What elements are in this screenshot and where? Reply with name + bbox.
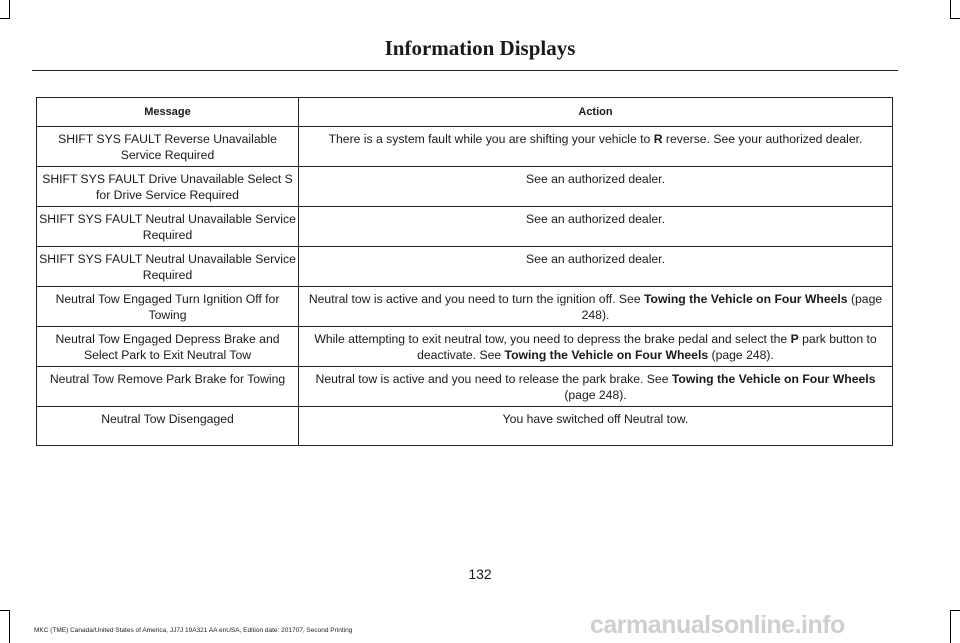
crop-mark: [0, 610, 10, 611]
crop-mark: [950, 610, 960, 611]
table-row: [37, 367, 893, 407]
action-text: Neutral tow is active and you need to turn the ignition off. See: [308, 292, 644, 306]
table-row: [37, 407, 893, 446]
action-text: reverse. See your authorized dealer.: [662, 132, 863, 146]
page-number: 132: [468, 566, 492, 582]
action-text: (page 248).: [564, 388, 627, 402]
footer-edition-text: MKC (TME) Canada/United States of America, JJ7J 19A321 AA enUSA, Edition date: 201707, Second Printing: [34, 627, 353, 634]
column-header-action: Action: [299, 98, 893, 127]
action-text: (page 248).: [708, 348, 774, 362]
message-cell: Neutral Tow Disengaged: [37, 407, 299, 446]
crop-mark: [950, 18, 960, 19]
action-cell: [299, 327, 893, 367]
table-row: [37, 127, 893, 167]
message-cell: SHIFT SYS FAULT Neutral Unavailable Service Required: [37, 247, 299, 287]
action-text: See an authorized dealer.: [526, 212, 665, 226]
page-title: Information Displays: [384, 36, 576, 60]
table-row: [37, 167, 893, 207]
action-cell: [299, 367, 893, 407]
column-header-message: Message: [37, 98, 299, 127]
message-cell: Neutral Tow Engaged Turn Ignition Off for Towing: [37, 287, 299, 327]
crop-mark: [950, 610, 951, 643]
crop-mark: [9, 0, 10, 18]
action-text: (page 248).: [581, 292, 883, 322]
action-cell: [299, 287, 893, 327]
header-divider: [32, 70, 898, 71]
message-cell: SHIFT SYS FAULT Reverse Unavailable Service Required: [37, 127, 299, 167]
table-row: [37, 287, 893, 327]
action-text: See an authorized dealer.: [526, 252, 665, 266]
message-cell: Neutral Tow Remove Park Brake for Towing: [37, 367, 299, 407]
action-text: See an authorized dealer.: [526, 172, 665, 186]
watermark: carmanualsonline.info: [590, 611, 845, 639]
table-header-row: [37, 98, 893, 127]
action-bold-text: P: [790, 332, 799, 346]
table-row: [37, 327, 893, 367]
messages-table: [36, 97, 893, 446]
action-text: There is a system fault while you are shifting your vehicle to: [328, 132, 654, 146]
crop-mark: [0, 18, 10, 19]
message-cell: SHIFT SYS FAULT Drive Unavailable Select S for Drive Service Required: [37, 167, 299, 207]
action-bold-text: R: [653, 132, 663, 146]
message-cell: Neutral Tow Engaged Depress Brake and Select Park to Exit Neutral Tow: [37, 327, 299, 367]
action-cell: [299, 127, 893, 167]
crop-mark: [950, 0, 951, 18]
action-cell: [299, 407, 893, 446]
message-cell: SHIFT SYS FAULT Neutral Unavailable Service Required: [37, 207, 299, 247]
action-text: While attempting to exit neutral tow, you need to depress the brake pedal and select the: [314, 332, 791, 346]
table-row: [37, 247, 893, 287]
table-row: [37, 207, 893, 247]
action-bold-text: Towing the Vehicle on Four Wheels: [643, 292, 848, 306]
action-cell: [299, 167, 893, 207]
action-bold-text: Towing the Vehicle on Four Wheels: [504, 348, 709, 362]
action-text: You have switched off Neutral tow.: [502, 412, 689, 426]
table-body: [37, 127, 893, 446]
action-cell: [299, 247, 893, 287]
crop-mark: [9, 610, 10, 643]
action-text: Neutral tow is active and you need to release the park brake. See: [315, 372, 672, 386]
action-bold-text: Towing the Vehicle on Four Wheels: [671, 372, 876, 386]
action-text: park button to deactivate. See: [417, 332, 877, 362]
action-cell: [299, 207, 893, 247]
